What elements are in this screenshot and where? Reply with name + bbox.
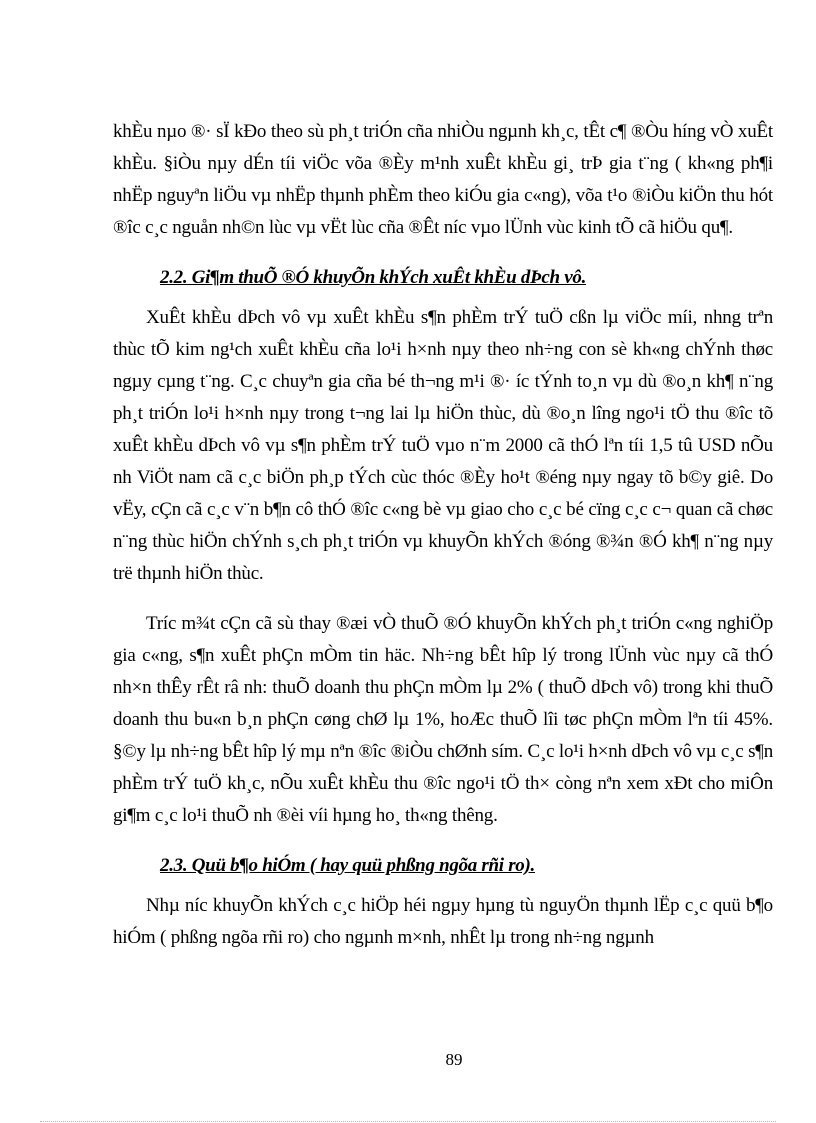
paragraph: Nhµ níc khuyÕn khÝch c¸c hiÖp héi ngµy hµng tù nguyÖn thµnh lËp c¸c quü b¶o hiÓm ( phßng ngõa rñi ro) cho ngµnh m×nh, nhÊt lµ trong nh÷ng ngµnh [113, 895, 773, 948]
section-heading-2-3: 2.3. Quü b¶o hiÓm ( hay quü phßng ngõa rñi ro). [160, 855, 535, 876]
footer-divider [40, 1121, 776, 1122]
document-body [113, 116, 773, 954]
paragraph: khÈu nµo ®· sÏ kÐo theo sù ph¸t triÓn cña nhiÒu ngµnh kh¸c, tÊt c¶ ®Òu híng vÒ xuÊt khÈu. §iÒu nµy dÉn tíi viÖc võa ®Èy m¹nh xuÊt khÈu gi¸ trÞ gia t¨ng ( kh«ng ph¶i nhËp nguyªn liÖu vµ nhËp thµnh phÈm theo kiÓu gia c«ng), võa t¹o ®iÒu kiÖn thu hót ®îc c¸c nguån nh©n lùc vµ vËt lùc cña ®Êt níc vµo lÜnh vùc kinh tÕ cã hiÖu qu¶. [113, 121, 773, 238]
paragraph: Tríc m¾t cÇn cã sù thay ®æi vÒ thuÕ ®Ó khuyÕn khÝch ph¸t triÓn c«ng nghiÖp gia c«ng, s¶n xuÊt phÇn mÒm tin häc. Nh÷ng bÊt hîp lý trong lÜnh vùc nµy cã thÓ nh×n thÊy rÊt râ nh: thuÕ doanh thu phÇn mÒm lµ 2% ( thuÕ dÞch vô) trong khi thuÕ doanh thu bu«n b¸n phÇn cøng chØ lµ 1%, hoÆc thuÕ lîi tøc phÇn mÒm lªn tíi 45%. §©y lµ nh÷ng bÊt hîp lý mµ nªn ®îc ®iÒu chØnh sím. C¸c lo¹i h×nh dÞch vô vµ c¸c s¶n phÈm trÝ tuÖ kh¸c, nÕu xuÊt khÈu thu ®îc ngo¹i tÖ th× còng nªn xem xÐt cho miÔn gi¶m c¸c lo¹i thuÕ nh ®èi víi hµng ho¸ th«ng thêng. [113, 613, 773, 826]
page-number: 89 [445, 1050, 463, 1069]
section-heading-2-2: 2.2. Gi¶m thuÕ ®Ó khuyÕn khÝch xuÊt khÈu dÞch vô. [160, 267, 587, 288]
paragraph: XuÊt khÈu dÞch vô vµ xuÊt khÈu s¶n phÈm trÝ tuÖ cßn lµ viÖc míi, nhng trªn thùc tÕ kim ng¹ch xuÊt khÈu cña lo¹i h×nh nµy theo nh÷ng con sè kh«ng chÝnh thøc ngµy cµng t¨ng. C¸c chuyªn gia cña bé th¬ng m¹i ®· íc tÝnh to¸n vµ dù ®o¸n kh¶ n¨ng ph¸t triÓn lo¹i h×nh nµy trong t¬ng lai lµ hiÖn thùc, dù ®o¸n lîng ngo¹i tÖ thu ®îc tõ xuÊt khÈu dÞch vô vµ s¶n phÈm trÝ tuÖ vµo n¨m 2000 cã thÓ lªn tíi 1,5 tû USD nÕu nh ViÖt nam cã c¸c biÖn ph¸p tÝch cùc thóc ®Èy ho¹t ®éng nµy ngay tõ b©y giê. Do vËy, cÇn cã c¸c v¨n b¶n cô thÓ ®îc c«ng bè vµ giao cho c¸c bé cïng c¸c c¬ quan cã chøc n¨ng thùc hiÖn chÝnh s¸ch ph¸t triÓn vµ khuyÕn khÝch ®óng ®¾n ®Ó kh¶ n¨ng nµy trë thµnh hiÖn thùc. [113, 307, 773, 584]
